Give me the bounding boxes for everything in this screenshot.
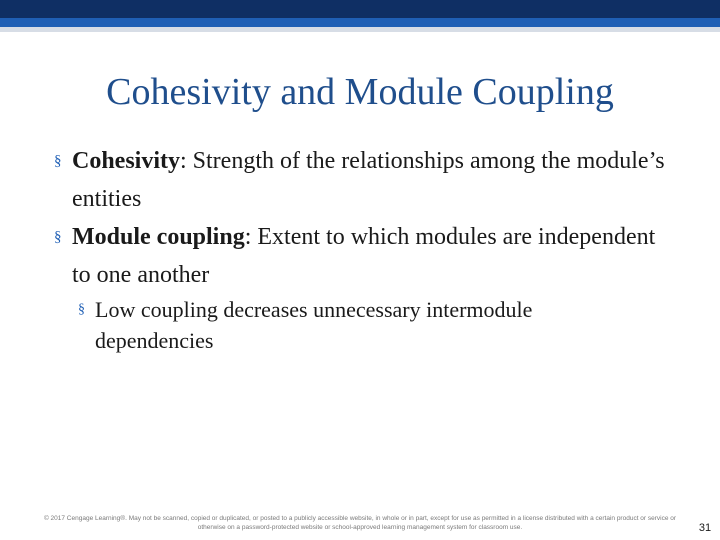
bullet-term: Cohesivity: [72, 148, 180, 174]
header-band-mid: [0, 18, 720, 27]
bullet-term: Module coupling: [72, 224, 245, 250]
page-number: 31: [698, 522, 712, 534]
bullet-text: : Strength of the relationships among the module’s entities: [72, 148, 665, 212]
sub-bullet-marker-icon: §: [78, 302, 85, 317]
sub-bullet-text: Low coupling decreases unnecessary intermodule dependencies: [95, 297, 533, 353]
header-band-dark: [0, 0, 720, 18]
header-band-light: [0, 27, 720, 32]
slide-title: Cohesivity and Module Coupling: [106, 71, 614, 113]
copyright-footer: © 2017 Cengage Learning®. May not be scanned, copied or duplicated, or posted to a publicly accessible website, in whole or in part, except for use as permitted in a license distributed with a certain product or service or otherwise on a password-protected website or school-approved learning management system for classroom use.: [43, 515, 677, 531]
bullet-marker-icon: §: [54, 153, 62, 169]
bullet-module-coupling: [54, 218, 672, 294]
sub-bullet-low-coupling: [78, 294, 655, 356]
bullet-text: : Extent to which modules are independent to one another: [72, 224, 656, 288]
bullet-cohesivity: [54, 142, 672, 218]
bullet-marker-icon: §: [54, 229, 62, 245]
